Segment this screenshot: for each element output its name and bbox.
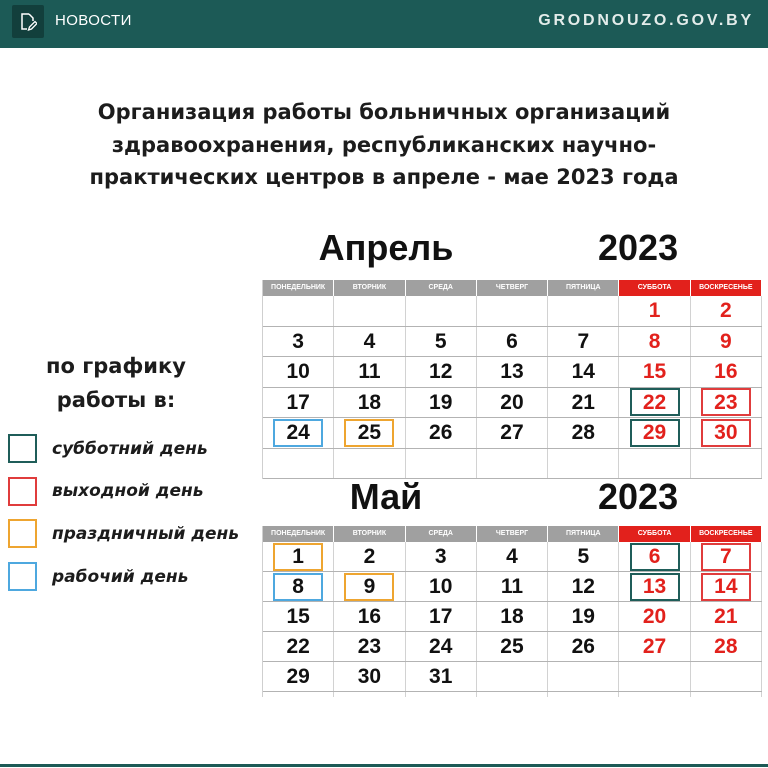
day-number: 5 xyxy=(434,329,447,353)
day-cell xyxy=(263,327,334,357)
day-cell xyxy=(619,572,690,601)
day-number: 27 xyxy=(500,421,524,445)
day-number: 16 xyxy=(714,360,738,384)
calendar-grid xyxy=(262,280,762,479)
day-cell xyxy=(406,542,477,571)
week-row xyxy=(263,296,762,327)
calendar-grid xyxy=(262,526,762,697)
day-cell xyxy=(334,388,405,418)
legend xyxy=(8,434,239,605)
day-number: 11 xyxy=(500,575,524,598)
empty-day-cell xyxy=(406,692,477,697)
empty-day-cell xyxy=(619,662,690,691)
legend-item-holiday xyxy=(8,519,239,548)
week-row xyxy=(263,632,762,662)
day-number: 18 xyxy=(500,605,524,628)
day-number: 23 xyxy=(357,635,382,658)
day-number: 31 xyxy=(429,665,453,688)
day-number: 28 xyxy=(571,421,595,445)
day-cell xyxy=(691,602,762,631)
day-cell xyxy=(548,602,619,631)
marked-day-number: 1 xyxy=(273,543,323,571)
day-cell xyxy=(263,602,334,631)
page-title xyxy=(0,96,768,194)
day-cell xyxy=(334,602,405,631)
empty-day-cell xyxy=(334,692,405,697)
day-number: 16 xyxy=(357,605,382,628)
day-cell xyxy=(548,357,619,387)
day-number: 3 xyxy=(292,329,304,353)
week-row xyxy=(263,602,762,632)
marked-day-number: 13 xyxy=(630,573,680,601)
day-number: 28 xyxy=(714,635,738,658)
weekday-header-cell: СУББОТА xyxy=(619,280,690,296)
day-number: 4 xyxy=(506,545,518,568)
marked-day-number: 14 xyxy=(701,573,751,601)
day-number: 14 xyxy=(571,360,595,384)
marked-day-number: 25 xyxy=(344,419,394,447)
section-label: НОВОСТИ xyxy=(55,12,132,29)
title-line: Организация работы больничных организаций xyxy=(97,100,671,124)
day-number: 18 xyxy=(357,390,382,414)
site-domain: GRODNOUZO.GOV.BY xyxy=(538,12,754,29)
day-number: 22 xyxy=(286,635,310,658)
day-cell xyxy=(477,418,548,448)
week-row xyxy=(263,357,762,388)
day-cell xyxy=(691,327,762,357)
week-row xyxy=(263,327,762,358)
legend-heading xyxy=(0,349,232,417)
weekday-header-row xyxy=(263,280,762,296)
title-line: практических центров в апреле - мае 2023 года xyxy=(89,165,679,189)
empty-day-cell xyxy=(619,692,690,697)
top-bar xyxy=(0,0,768,48)
day-cell xyxy=(406,602,477,631)
weekday-header-cell: ВТОРНИК xyxy=(334,526,405,542)
day-number: 21 xyxy=(571,390,595,414)
day-cell xyxy=(263,572,334,601)
legend-swatch xyxy=(8,562,37,591)
day-cell xyxy=(691,357,762,387)
day-cell xyxy=(619,632,690,661)
bottom-rule xyxy=(0,764,768,767)
day-number: 20 xyxy=(642,605,667,628)
day-number: 4 xyxy=(363,329,376,353)
day-cell xyxy=(548,327,619,357)
legend-swatch xyxy=(8,434,37,463)
day-number: 24 xyxy=(429,635,453,658)
day-number: 15 xyxy=(642,360,667,384)
day-cell xyxy=(406,388,477,418)
weekday-header-cell: ВОСКРЕСЕНЬЕ xyxy=(691,526,762,542)
weekday-header-cell: ЧЕТВЕРГ xyxy=(477,526,548,542)
day-cell xyxy=(477,602,548,631)
legend-heading-line: по графику xyxy=(46,354,186,378)
day-cell xyxy=(691,418,762,448)
marked-day-number: 29 xyxy=(630,419,680,447)
weekday-header-cell: ПЯТНИЦА xyxy=(548,280,619,296)
empty-day-cell xyxy=(477,662,548,691)
day-number: 21 xyxy=(714,605,738,628)
day-cell xyxy=(477,357,548,387)
calendar-april xyxy=(262,224,762,480)
week-row xyxy=(263,662,762,692)
day-cell xyxy=(619,602,690,631)
empty-day-cell xyxy=(477,692,548,697)
day-number: 20 xyxy=(500,390,524,414)
day-number: 10 xyxy=(429,575,453,598)
weekday-header-cell: ПОНЕДЕЛЬНИК xyxy=(263,280,334,296)
day-number: 19 xyxy=(571,605,595,628)
day-number: 30 xyxy=(357,665,382,688)
day-cell xyxy=(691,296,762,326)
legend-label: выходной день xyxy=(52,481,204,502)
day-cell xyxy=(691,632,762,661)
day-cell xyxy=(334,572,405,601)
day-cell xyxy=(263,542,334,571)
week-row xyxy=(263,418,762,449)
weekday-header-cell: ПЯТНИЦА xyxy=(548,526,619,542)
calendar-may xyxy=(262,473,762,698)
legend-heading-line: работы в: xyxy=(56,388,176,412)
day-cell xyxy=(263,357,334,387)
day-cell xyxy=(406,418,477,448)
day-cell xyxy=(334,357,405,387)
day-number: 8 xyxy=(648,329,661,353)
week-row xyxy=(263,542,762,572)
day-number: 17 xyxy=(286,390,310,414)
empty-day-cell xyxy=(477,296,548,326)
day-number: 12 xyxy=(429,360,453,384)
empty-day-cell xyxy=(548,662,619,691)
day-number: 1 xyxy=(648,299,661,323)
day-cell xyxy=(477,327,548,357)
day-number: 10 xyxy=(286,360,310,384)
day-cell xyxy=(334,418,405,448)
day-number: 9 xyxy=(720,329,732,353)
empty-day-cell xyxy=(263,296,334,326)
day-cell xyxy=(619,327,690,357)
day-cell xyxy=(619,296,690,326)
marked-day-number: 22 xyxy=(630,388,680,416)
legend-swatch xyxy=(8,519,37,548)
day-cell xyxy=(619,418,690,448)
day-cell xyxy=(477,572,548,601)
day-cell xyxy=(263,418,334,448)
weekday-header-row xyxy=(263,526,762,542)
empty-day-cell xyxy=(548,692,619,697)
day-cell xyxy=(691,542,762,571)
marked-day-number: 8 xyxy=(273,573,323,601)
calendar-year: 2023 xyxy=(598,227,679,268)
weekday-header-cell: СУББОТА xyxy=(619,526,690,542)
calendar-month: Апрель xyxy=(318,227,454,268)
calendar-year: 2023 xyxy=(598,476,679,517)
day-cell xyxy=(334,327,405,357)
marked-day-number: 30 xyxy=(701,419,751,447)
week-row xyxy=(263,388,762,419)
marked-day-number: 7 xyxy=(701,543,751,571)
day-cell xyxy=(334,662,405,691)
legend-swatch xyxy=(8,477,37,506)
day-number: 2 xyxy=(720,299,732,323)
day-cell xyxy=(691,572,762,601)
marked-day-number: 23 xyxy=(701,388,751,416)
day-cell xyxy=(477,632,548,661)
empty-day-cell xyxy=(406,296,477,326)
day-number: 2 xyxy=(363,545,376,568)
day-number: 19 xyxy=(429,390,453,414)
day-cell xyxy=(263,662,334,691)
day-cell xyxy=(263,632,334,661)
day-number: 12 xyxy=(571,575,595,598)
day-cell xyxy=(477,388,548,418)
day-cell xyxy=(406,357,477,387)
marked-day-number: 6 xyxy=(630,543,680,571)
legend-item-workday xyxy=(8,562,239,591)
day-cell xyxy=(548,572,619,601)
marked-day-number: 9 xyxy=(344,573,394,601)
day-cell xyxy=(619,388,690,418)
day-number: 7 xyxy=(577,329,590,353)
empty-day-cell xyxy=(263,692,334,697)
day-number: 11 xyxy=(358,360,381,384)
weekday-header-cell: ВОСКРЕСЕНЬЕ xyxy=(691,280,762,296)
legend-label: субботний день xyxy=(52,438,208,459)
day-number: 6 xyxy=(506,329,518,353)
legend-item-day-off xyxy=(8,477,239,506)
day-cell xyxy=(548,418,619,448)
day-cell xyxy=(406,662,477,691)
day-cell xyxy=(691,388,762,418)
document-edit-icon xyxy=(12,5,44,38)
legend-item-saturday xyxy=(8,434,239,463)
marked-day-number: 24 xyxy=(273,419,323,447)
day-cell xyxy=(477,542,548,571)
day-number: 13 xyxy=(500,360,524,384)
day-number: 15 xyxy=(286,605,310,628)
calendar-month: Май xyxy=(349,476,423,517)
weekday-header-cell: ПОНЕДЕЛЬНИК xyxy=(263,526,334,542)
week-row xyxy=(263,572,762,602)
day-cell xyxy=(406,327,477,357)
day-cell xyxy=(334,542,405,571)
day-cell xyxy=(548,388,619,418)
empty-day-cell xyxy=(334,296,405,326)
day-cell xyxy=(406,632,477,661)
day-number: 26 xyxy=(571,635,595,658)
day-number: 27 xyxy=(642,635,667,658)
day-cell xyxy=(619,542,690,571)
day-cell xyxy=(619,357,690,387)
day-cell xyxy=(263,388,334,418)
empty-day-cell xyxy=(691,692,762,697)
weekday-header-cell: ВТОРНИК xyxy=(334,280,405,296)
day-number: 26 xyxy=(429,421,453,445)
empty-day-cell xyxy=(548,296,619,326)
legend-label: рабочий день xyxy=(52,566,189,587)
day-cell xyxy=(548,542,619,571)
day-cell xyxy=(548,632,619,661)
day-cell xyxy=(406,572,477,601)
day-number: 17 xyxy=(429,605,453,628)
weekday-header-cell: СРЕДА xyxy=(406,526,477,542)
weekday-header-cell: ЧЕТВЕРГ xyxy=(477,280,548,296)
week-row xyxy=(263,692,762,697)
day-number: 5 xyxy=(577,545,590,568)
legend-label: праздничный день xyxy=(52,523,240,544)
day-number: 3 xyxy=(434,545,447,568)
day-cell xyxy=(334,632,405,661)
day-number: 25 xyxy=(500,635,524,658)
empty-day-cell xyxy=(691,662,762,691)
weekday-header-cell: СРЕДА xyxy=(406,280,477,296)
day-number: 29 xyxy=(286,665,310,688)
title-line: здравоохранения, республиканских научно- xyxy=(111,132,657,157)
